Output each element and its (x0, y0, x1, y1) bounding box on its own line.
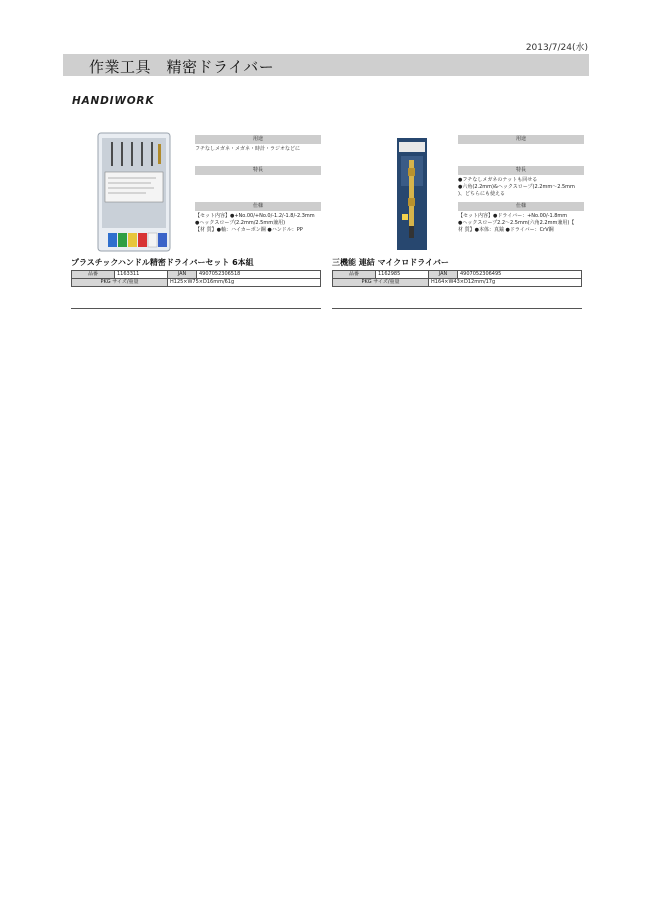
feature-line: ●六角(2.2mm)&ヘックスロープ(2.2mm～2.5mm (458, 184, 575, 190)
spec-line: 【セット内容】●ドライバー：+No.00/-1.8mm (458, 213, 568, 219)
product-name: プラスチックハンドル精密ドライバーセット 6本組 (71, 258, 254, 267)
spec-line: 【材 質】●軸：ハイカーボン鋼 ●ハンドル：PP (195, 227, 303, 233)
pkg-value: H164×W43×D12mm/17g (429, 279, 582, 287)
code-label: 品番 (72, 271, 115, 279)
feature-line: )、どちらにも使える (458, 191, 505, 197)
print-date: 2013/7/24(水) (525, 43, 588, 53)
divider (332, 308, 582, 309)
product-info-table (71, 270, 321, 287)
jan-value: 4907052306518 (197, 271, 321, 279)
product-photo-micro-driver (357, 130, 457, 253)
use-text: フチなしメガネ・メガネ・時計・ラジオなどに (195, 146, 301, 152)
feature-text (458, 175, 584, 202)
spec-line: 【セット内容】●+No.00/+No.0/-1.2/-1.8/-2.3mm (195, 213, 315, 219)
product-card (71, 130, 321, 310)
pkg-value: H125×W75×D16mm/61g (168, 279, 321, 287)
code-value: 1162985 (376, 271, 429, 279)
feature-heading: 特長 (195, 166, 321, 175)
spec-panel (458, 135, 584, 234)
product-photo-screwdriver-set (96, 130, 196, 253)
feature-text (195, 175, 321, 202)
spec-line: ●ヘックスロープ2.2～2.5mm(六角2.2mm兼用)【 (458, 220, 575, 226)
jan-label: JAN (429, 271, 458, 279)
code-label: 品番 (333, 271, 376, 279)
spec-heading: 仕様 (458, 202, 584, 211)
spec-text (195, 211, 321, 234)
pkg-label: PKG サイズ/重量 (333, 279, 429, 287)
jan-value: 4907052306495 (458, 271, 582, 279)
use-heading: 用途 (458, 135, 584, 144)
product-card (332, 130, 582, 310)
product-name: 三機能 連結 マイクロドライバー (332, 258, 449, 267)
title-bar (63, 54, 589, 76)
code-value: 1163311 (115, 271, 168, 279)
spec-text (458, 211, 584, 234)
spec-panel (195, 135, 321, 234)
pkg-label: PKG サイズ/重量 (72, 279, 168, 287)
feature-heading: 特長 (458, 166, 584, 175)
feature-line: ●フチなしメガネのナットも回せる (458, 177, 538, 183)
divider (71, 308, 321, 309)
spec-heading: 仕様 (195, 202, 321, 211)
jan-label: JAN (168, 271, 197, 279)
use-heading: 用途 (195, 135, 321, 144)
page-title: 作業工具 精密ドライバー (89, 58, 275, 76)
brand-logo: HANDIWORK (72, 95, 155, 107)
spec-line: 材 質】●本体：真鍮 ●ドライバー：CrV鋼 (458, 227, 554, 233)
product-info-table (332, 270, 582, 287)
use-text (458, 144, 584, 166)
spec-line: ●ヘックスロープ(2.2mm/2.5mm兼用) (195, 220, 286, 226)
